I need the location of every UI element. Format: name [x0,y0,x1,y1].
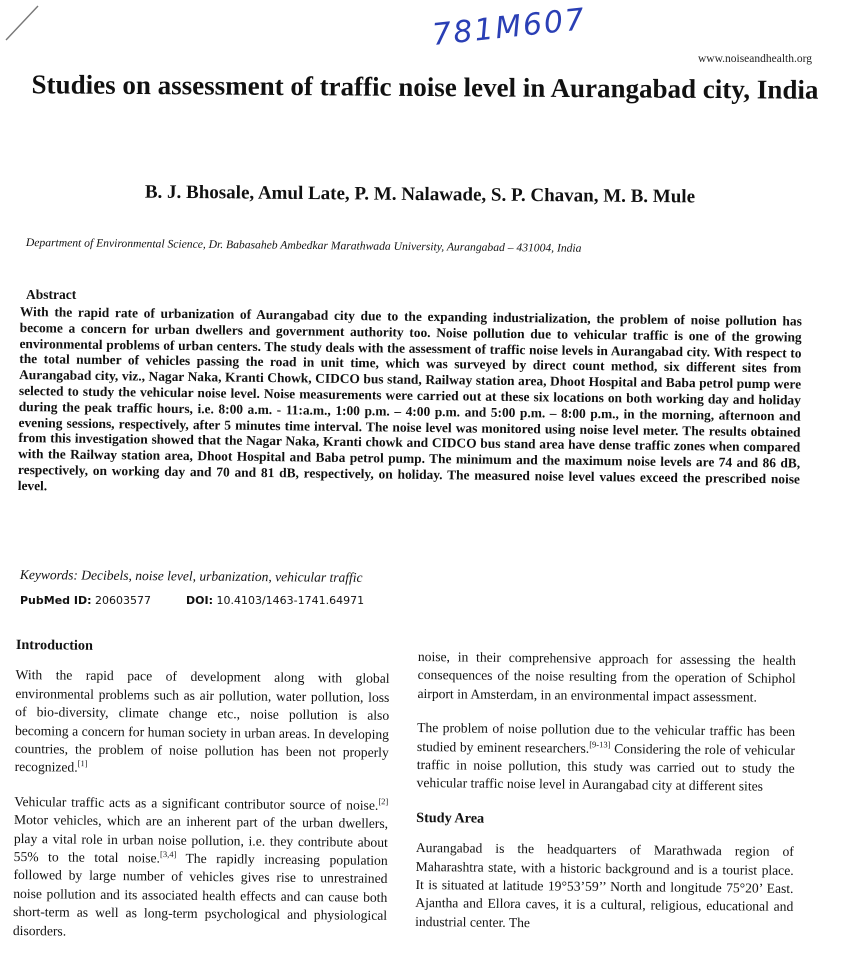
right-p2-text-b: Considering the role of vehicular traffic in noise pollution, this study was carried out to study the vehicular traffic noise level in Aurangabad city at different sites [416,740,796,795]
paper-title: Studies on assessment of traffic noise level in Aurangabad city, India [31,69,819,105]
intro-paragraph-2 [13,793,389,944]
intro-p1-text: With the rapid pace of development along with global environmental problems such as air pollution, water pollution, loss of bio-diversity, climate change etc., noise pollution is also becoming a concern for human society in urban areas. In developing countries, the problem of noise pollution has been not properly recognized. [14,667,390,776]
abstract-heading: Abstract [26,287,77,302]
intro-p2-text-a: Vehicular traffic acts as a significant contributor source of noise. [14,793,379,813]
citation: [1] [77,758,88,769]
study-area-paragraph: Aurangabad is the headquarters of Marathwada region of Maharashtra state, with a historic background and is a tourist place. It is situated at latitude 19°53’59’’ North and longitude 75°20’ East. Ajantha and Ellora caves, it is a cultural, religious, educational and industrial center. The [415,840,794,931]
handwritten-note: 781M607 [430,2,588,53]
intro-p2-text-b: Motor vehicles, which are an inherent part of the urban dwellers, play a vital role in urban noise pollution, i.e. they contribute about 55% to the total noise. [13,812,389,866]
citation: [9-13] [589,738,611,750]
doi-label: DOI: [186,594,213,607]
author-list: B. J. Bhosale, Amul Late, P. M. Nalawade, S. P. Chavan, M. B. Mule [144,181,696,208]
citation: [3,4] [160,849,177,860]
identifier-line [20,594,364,607]
introduction-heading: Introduction [15,636,93,654]
left-column [13,636,390,960]
journal-website: www.noiseandhealth.org [697,53,812,65]
doi-value: 10.4103/1463-1741.64971 [216,594,365,607]
affiliation: Department of Environmental Science, Dr. Babasaheb Ambedkar Marathwada University, Aurangabad – 431004, India [25,236,582,255]
intro-p2-text-c: The rapidly increasing population followed by large number of vehicles gives rise to unrestrained noise pollution and its associated health effects and can cause both short-term as well as long-term psychological and physiological disorders. [12,850,388,939]
right-paragraph-2 [416,719,795,797]
right-column [415,648,796,951]
pen-mark [0,0,60,50]
pubmed-id: 20603577 [95,594,151,607]
right-p2-text-a: The problem of noise pollution due to the vehicular traffic has been studied by eminent researchers. [416,720,796,756]
citation: [2] [378,796,389,807]
abstract-body: With the rapid rate of urbanization of Aurangabad city due to the expanding industrialization, the problem of noise pollution has become a concern for urban dwellers and government authority too. Noise pollution due to vehicular traffic is one of the growing environmental problems of urban centers. The study deals with the assessment of traffic noise levels in Aurangabad city. With respect to the total number of vehicles passing the road in unit time, which was surveyed by direct count method, six different sites from Aurangabad city, viz., Nagar Naka, Kranti Chowk, CIDCO bus stand, Railway station area, Dhoot Hospital and Baba petrol pump were selected to study the vehicular noise level. Noise measurements were carried out at these six locations on both working day and holiday during the peak traffic hours, i.e. 8:00 a.m. - 11:a.m., 1:00 p.m. – 4:00 p.m. and 5:00 p.m. – 8:00 p.m., in the morning, afternoon and evening sessions, respectively, after 5 minutes time interval. The noise level was monitored using noise level meter. The results obtained from this investigation showed that the Nagar Naka, Kranti chowk and CIDCO bus stand area have dense traffic zones when compared with the Railway station area, Dhoot Hospital and Baba petrol pump. The minimum and the maximum noise levels are 74 and 86 dB, respectively, on working day and 70 and 81 dB, respectively, on holiday. The measured noise level values exceed the prescribed noise level. [17,304,802,494]
study-area-heading: Study Area [416,809,485,827]
intro-paragraph-1 [15,666,390,780]
keywords: Keywords: Decibels, noise level, urbanization, vehicular traffic [19,567,363,585]
pubmed-label: PubMed ID: [20,594,92,607]
right-paragraph-1: noise, in their comprehensive approach for assessing the health consequences of the noise resulting from the operation of Schiphol airport in Amsterdam, in an environmental impact assessment. [417,648,796,705]
